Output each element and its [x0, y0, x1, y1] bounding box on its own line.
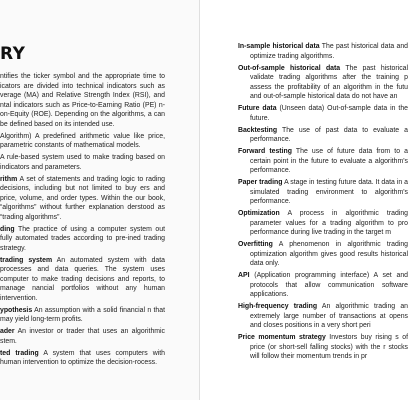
glossary-definition: A set of statements and trading logic to rading decisions, including but not limited to buy ers and price, volume, and order types. Within the our book, “algorithms” without further explanation derstood as “trading algorithms”.	[0, 175, 165, 221]
glossary-definition: A system that uses computers with human intervention to optimize the decision-rocess.	[0, 349, 165, 366]
glossary-term: ypothesis	[0, 306, 33, 314]
glossary-definition: The past historical data and optimize trading algorithms.	[250, 43, 408, 60]
glossary-definition: The use of future data from to a certain point in the future to evaluate a algorithm's performance.	[250, 148, 408, 174]
glossary-entry	[0, 175, 165, 223]
glossary-term: trading system	[0, 256, 53, 264]
glossary-definition: ntifies the ticker symbol and the appropriate time to icators are divided into technical indicators such as verage (MA) and Relative Strength Index (RSI), and ntal indicators such as Price-to-Earning Ratio (PE) n-on-Equity (ROE). Depending on the algorithms, a can be defined based on its intended use.	[0, 73, 165, 128]
glossary-definition: An automated system with data processes and data queries. The system uses computer to make trading decisions and reports, to manage nancial portfolios without any human intervention.	[0, 256, 166, 302]
glossary-term: Overfitting	[238, 241, 273, 248]
glossary-definition: A phenomenon in algorithmic trading optimization algorithm gives good results historical data only.	[250, 241, 408, 267]
right-page	[200, 0, 408, 400]
glossary-term: In-sample historical data	[238, 43, 320, 50]
page-title: RY	[0, 44, 26, 64]
glossary-entry	[0, 132, 165, 151]
glossary-definition: (Application programming interface) A set and protocols that allow communication software applications.	[250, 272, 408, 298]
glossary-entry	[238, 147, 408, 176]
glossary-entry	[0, 256, 165, 304]
glossary-term: ader	[0, 328, 15, 335]
glossary-entry	[0, 349, 165, 368]
glossary-definition: The past historical validate trading algorithms after the training p assess the profitability of an algorithm in the futu and out-of-sample historical data do not have an	[250, 64, 408, 100]
glossary-entry	[0, 72, 165, 129]
glossary-entry	[238, 64, 408, 102]
glossary-entry	[0, 327, 165, 346]
glossary-definition: A process in algorithmic trading parameter values for a trading algorithm to pro performance during live trading in the target m	[250, 210, 408, 236]
glossary-definition: (Unseen data) Out-of-sample data in the future.	[250, 105, 408, 122]
glossary-entry	[238, 209, 408, 238]
glossary-term: Optimization	[238, 210, 280, 217]
glossary-term: ted trading	[0, 349, 39, 357]
glossary-term: Paper trading	[238, 179, 283, 186]
glossary-entry	[238, 240, 408, 269]
glossary-term: Out-of-sample historical data	[238, 64, 341, 72]
glossary-definition: Investors buy rising s of price (or short-sell falling stocks) with the r stocks will follow their momentum trends in pr	[250, 334, 408, 360]
glossary-entry	[0, 225, 165, 254]
glossary-term: High-frequency trading	[238, 303, 318, 310]
glossary-entry	[238, 302, 408, 331]
glossary-term: API	[238, 272, 250, 279]
glossary-definition: An assumption with a solid financial n that may yield long-term profits.	[0, 306, 165, 323]
glossary-entry	[238, 333, 408, 362]
glossary-entry	[238, 178, 408, 207]
glossary-term: Price momentum strategy	[238, 334, 326, 341]
glossary-definition: The practice of using a computer system out fully automated trades according to pre-ined trading strategy.	[0, 225, 165, 252]
glossary-entry	[238, 42, 408, 61]
glossary-definition: An investor or trader that uses an algorithmic stem.	[0, 328, 165, 345]
right-glossary	[238, 42, 408, 364]
left-glossary	[0, 72, 165, 370]
glossary-definition: An algorithmic trading an extremely large number of transactions at opens and closes positions in a very short peri	[250, 303, 408, 329]
glossary-term: rithm	[0, 175, 18, 183]
glossary-definition: Algorithm) A predefined arithmetic value like price, parametric constants of mathematical models.	[0, 132, 165, 149]
glossary-term: Forward testing	[238, 148, 292, 155]
glossary-definition: A stage in testing future data. It data in a simulated trading environment to algorithm's performance.	[250, 179, 408, 205]
glossary-entry	[238, 126, 408, 145]
glossary-term: ding	[0, 225, 15, 233]
glossary-term: Backtesting	[238, 126, 278, 134]
glossary-term: Future data	[238, 105, 277, 112]
glossary-entry	[0, 306, 165, 325]
glossary-entry	[238, 271, 408, 300]
glossary-definition: A rule-based system used to make trading based on indicators and parameters.	[0, 154, 165, 171]
glossary-entry	[0, 153, 165, 172]
glossary-entry	[238, 104, 408, 123]
left-page	[0, 0, 200, 400]
glossary-definition: The use of past data to evaluate a performance.	[250, 126, 408, 143]
